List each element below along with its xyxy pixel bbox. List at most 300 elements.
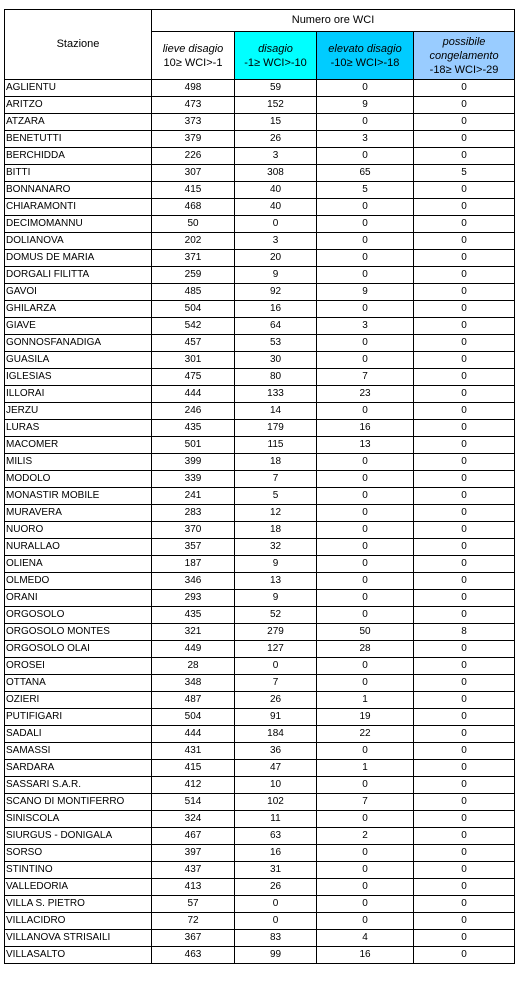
elevato-disagio-cell: 0 [317,743,414,760]
disagio-cell: 26 [235,131,317,148]
station-name-cell: BITTI [5,165,152,182]
elevato-disagio-cell: 2 [317,828,414,845]
elevato-disagio-cell: 1 [317,760,414,777]
possibile-congelamento-cell: 0 [414,641,515,658]
possibile-congelamento-cell: 5 [414,165,515,182]
elevato-disagio-cell: 0 [317,539,414,556]
elevato-disagio-cell: 0 [317,352,414,369]
disagio-cell: 184 [235,726,317,743]
elevato-disagio-cell: 0 [317,301,414,318]
elevato-disagio-cell: 0 [317,80,414,97]
wci-hours-table [4,9,515,964]
possibile-congelamento-cell: 0 [414,318,515,335]
possibile-congelamento-cell: 0 [414,352,515,369]
elevato-disagio-cell: 0 [317,267,414,284]
table-row [5,284,515,301]
disagio-cell: 91 [235,709,317,726]
table-row [5,828,515,845]
table-row [5,301,515,318]
disagio-cell: 308 [235,165,317,182]
station-name-cell: BENETUTTI [5,131,152,148]
possibile-congelamento-cell: 0 [414,267,515,284]
lieve-disagio-cell: 28 [152,658,235,675]
disagio-cell: 12 [235,505,317,522]
table-row [5,879,515,896]
lieve-disagio-cell: 435 [152,420,235,437]
table-row [5,199,515,216]
possibile-congelamento-cell: 0 [414,556,515,573]
disagio-cell: 80 [235,369,317,386]
station-name-cell: GUASILA [5,352,152,369]
disagio-cell: 30 [235,352,317,369]
station-name-cell: SCANO DI MONTIFERRO [5,794,152,811]
station-name-cell: ORGOSOLO [5,607,152,624]
station-name-cell: DOLIANOVA [5,233,152,250]
elevato-disagio-cell: 0 [317,505,414,522]
possibile-congelamento-cell: 0 [414,726,515,743]
lieve-disagio-cell: 449 [152,641,235,658]
elevato-disagio-cell: 0 [317,845,414,862]
category-range: -18≥ WCI>-29 [429,63,499,76]
disagio-cell: 53 [235,335,317,352]
lieve-disagio-cell: 283 [152,505,235,522]
lieve-disagio-cell: 473 [152,97,235,114]
possibile-congelamento-cell: 0 [414,828,515,845]
table-row [5,505,515,522]
possibile-congelamento-cell: 0 [414,862,515,879]
station-name-cell: OTTANA [5,675,152,692]
disagio-cell: 36 [235,743,317,760]
table-row [5,726,515,743]
station-name-cell: SARDARA [5,760,152,777]
station-name-cell: SASSARI S.A.R. [5,777,152,794]
table-row [5,488,515,505]
lieve-disagio-cell: 187 [152,556,235,573]
elevato-disagio-cell: 0 [317,811,414,828]
possibile-congelamento-cell: 0 [414,947,515,964]
possibile-congelamento-cell: 0 [414,590,515,607]
table-row [5,335,515,352]
table-row [5,97,515,114]
possibile-congelamento-cell: 0 [414,692,515,709]
elevato-disagio-cell: 0 [317,675,414,692]
station-name-cell: BONNANARO [5,182,152,199]
elevato-disagio-cell: 0 [317,658,414,675]
possibile-congelamento-cell: 0 [414,488,515,505]
lieve-disagio-cell: 444 [152,386,235,403]
possibile-congelamento-cell: 8 [414,624,515,641]
lieve-disagio-cell: 487 [152,692,235,709]
table-row [5,539,515,556]
possibile-congelamento-cell: 0 [414,760,515,777]
elevato-disagio-cell: 65 [317,165,414,182]
lieve-disagio-cell: 202 [152,233,235,250]
possibile-congelamento-cell: 0 [414,403,515,420]
elevato-disagio-cell: 28 [317,641,414,658]
possibile-congelamento-cell: 0 [414,284,515,301]
possibile-congelamento-cell: 0 [414,573,515,590]
elevato-disagio-cell: 0 [317,454,414,471]
elevato-disagio-cell: 19 [317,709,414,726]
category-header-disagio [235,32,317,80]
disagio-cell: 13 [235,573,317,590]
station-name-cell: SADALI [5,726,152,743]
station-name-cell: SIURGUS - DONIGALA [5,828,152,845]
table-header [5,10,515,80]
station-name-cell: DECIMOMANNU [5,216,152,233]
table-row [5,590,515,607]
station-name-cell: NUORO [5,522,152,539]
wci-hours-group-header: Numero ore WCI [152,10,515,32]
possibile-congelamento-cell: 0 [414,301,515,318]
disagio-cell: 115 [235,437,317,454]
lieve-disagio-cell: 357 [152,539,235,556]
category-range: -1≥ WCI>-10 [244,56,307,69]
station-name-cell: MONASTIR MOBILE [5,488,152,505]
possibile-congelamento-cell: 0 [414,335,515,352]
lieve-disagio-cell: 468 [152,199,235,216]
disagio-cell: 32 [235,539,317,556]
possibile-congelamento-cell: 0 [414,471,515,488]
disagio-cell: 92 [235,284,317,301]
station-name-cell: ARITZO [5,97,152,114]
lieve-disagio-cell: 324 [152,811,235,828]
lieve-disagio-cell: 339 [152,471,235,488]
station-name-cell: OZIERI [5,692,152,709]
disagio-cell: 14 [235,403,317,420]
lieve-disagio-cell: 485 [152,284,235,301]
possibile-congelamento-cell: 0 [414,794,515,811]
disagio-cell: 16 [235,845,317,862]
disagio-cell: 0 [235,896,317,913]
table-row [5,522,515,539]
lieve-disagio-cell: 467 [152,828,235,845]
elevato-disagio-cell: 0 [317,777,414,794]
category-name: disagio [258,42,293,55]
disagio-cell: 9 [235,267,317,284]
station-name-cell: GAVOI [5,284,152,301]
lieve-disagio-cell: 226 [152,148,235,165]
table-row [5,216,515,233]
station-name-cell: SINISCOLA [5,811,152,828]
lieve-disagio-cell: 348 [152,675,235,692]
station-name-cell: OROSEI [5,658,152,675]
elevato-disagio-cell: 0 [317,233,414,250]
possibile-congelamento-cell: 0 [414,148,515,165]
table-row [5,471,515,488]
station-name-cell: BERCHIDDA [5,148,152,165]
disagio-cell: 133 [235,386,317,403]
station-name-cell: LURAS [5,420,152,437]
table-row [5,845,515,862]
possibile-congelamento-cell: 0 [414,777,515,794]
table-row [5,709,515,726]
disagio-cell: 15 [235,114,317,131]
elevato-disagio-cell: 0 [317,896,414,913]
category-header-elevato-disagio [317,32,414,80]
table-row [5,369,515,386]
possibile-congelamento-cell: 0 [414,539,515,556]
table-row [5,114,515,131]
lieve-disagio-cell: 321 [152,624,235,641]
table-row [5,743,515,760]
lieve-disagio-cell: 457 [152,335,235,352]
elevato-disagio-cell: 0 [317,607,414,624]
station-name-cell: CHIARAMONTI [5,199,152,216]
elevato-disagio-cell: 9 [317,284,414,301]
station-name-cell: OLIENA [5,556,152,573]
possibile-congelamento-cell: 0 [414,930,515,947]
disagio-cell: 102 [235,794,317,811]
table-row [5,131,515,148]
lieve-disagio-cell: 501 [152,437,235,454]
lieve-disagio-cell: 246 [152,403,235,420]
elevato-disagio-cell: 13 [317,437,414,454]
possibile-congelamento-cell: 0 [414,505,515,522]
station-name-cell: JERZU [5,403,152,420]
station-name-cell: ATZARA [5,114,152,131]
possibile-congelamento-cell: 0 [414,131,515,148]
table-row [5,318,515,335]
disagio-cell: 26 [235,692,317,709]
lieve-disagio-cell: 437 [152,862,235,879]
disagio-cell: 7 [235,675,317,692]
possibile-congelamento-cell: 0 [414,913,515,930]
table-row [5,692,515,709]
elevato-disagio-cell: 3 [317,131,414,148]
lieve-disagio-cell: 241 [152,488,235,505]
category-range: -10≥ WCI>-18 [330,56,400,69]
lieve-disagio-cell: 379 [152,131,235,148]
disagio-cell: 10 [235,777,317,794]
station-name-cell: IGLESIAS [5,369,152,386]
possibile-congelamento-cell: 0 [414,454,515,471]
category-name: lieve disagio [162,42,224,55]
possibile-congelamento-cell: 0 [414,896,515,913]
lieve-disagio-cell: 397 [152,845,235,862]
disagio-cell: 0 [235,216,317,233]
station-name-cell: SORSO [5,845,152,862]
disagio-cell: 179 [235,420,317,437]
elevato-disagio-cell: 23 [317,386,414,403]
lieve-disagio-cell: 50 [152,216,235,233]
lieve-disagio-cell: 399 [152,454,235,471]
possibile-congelamento-cell: 0 [414,369,515,386]
possibile-congelamento-cell: 0 [414,386,515,403]
possibile-congelamento-cell: 0 [414,675,515,692]
possibile-congelamento-cell: 0 [414,199,515,216]
table-body [5,80,515,964]
disagio-cell: 52 [235,607,317,624]
elevato-disagio-cell: 1 [317,692,414,709]
disagio-cell: 279 [235,624,317,641]
lieve-disagio-cell: 415 [152,182,235,199]
table-row [5,777,515,794]
lieve-disagio-cell: 475 [152,369,235,386]
lieve-disagio-cell: 57 [152,896,235,913]
elevato-disagio-cell: 0 [317,573,414,590]
elevato-disagio-cell: 22 [317,726,414,743]
table-row [5,607,515,624]
elevato-disagio-cell: 9 [317,97,414,114]
lieve-disagio-cell: 370 [152,522,235,539]
station-name-cell: NURALLAO [5,539,152,556]
elevato-disagio-cell: 0 [317,114,414,131]
table-row [5,386,515,403]
possibile-congelamento-cell: 0 [414,658,515,675]
station-name-cell: GIAVE [5,318,152,335]
lieve-disagio-cell: 301 [152,352,235,369]
lieve-disagio-cell: 346 [152,573,235,590]
lieve-disagio-cell: 413 [152,879,235,896]
elevato-disagio-cell: 7 [317,369,414,386]
elevato-disagio-cell: 0 [317,250,414,267]
disagio-cell: 59 [235,80,317,97]
stazione-header: Stazione [5,10,152,80]
table-row [5,675,515,692]
possibile-congelamento-cell: 0 [414,607,515,624]
station-name-cell: PUTIFIGARI [5,709,152,726]
table-row [5,947,515,964]
disagio-cell: 18 [235,522,317,539]
disagio-cell: 64 [235,318,317,335]
possibile-congelamento-cell: 0 [414,80,515,97]
lieve-disagio-cell: 72 [152,913,235,930]
elevato-disagio-cell: 5 [317,182,414,199]
table-row [5,233,515,250]
possibile-congelamento-cell: 0 [414,250,515,267]
disagio-cell: 9 [235,590,317,607]
station-name-cell: MURAVERA [5,505,152,522]
disagio-cell: 63 [235,828,317,845]
lieve-disagio-cell: 444 [152,726,235,743]
wci-table-container [4,9,515,964]
possibile-congelamento-cell: 0 [414,845,515,862]
station-name-cell: ORGOSOLO MONTES [5,624,152,641]
elevato-disagio-cell: 0 [317,216,414,233]
elevato-disagio-cell: 50 [317,624,414,641]
possibile-congelamento-cell: 0 [414,233,515,250]
possibile-congelamento-cell: 0 [414,709,515,726]
disagio-cell: 40 [235,182,317,199]
disagio-cell: 152 [235,97,317,114]
table-row [5,811,515,828]
table-row [5,913,515,930]
station-name-cell: AGLIENTU [5,80,152,97]
station-name-cell: VILLASALTO [5,947,152,964]
disagio-cell: 16 [235,301,317,318]
table-row [5,267,515,284]
lieve-disagio-cell: 431 [152,743,235,760]
station-name-cell: MODOLO [5,471,152,488]
station-name-cell: ORGOSOLO OLAI [5,641,152,658]
possibile-congelamento-cell: 0 [414,97,515,114]
disagio-cell: 0 [235,658,317,675]
lieve-disagio-cell: 415 [152,760,235,777]
table-row [5,182,515,199]
station-name-cell: DOMUS DE MARIA [5,250,152,267]
table-row [5,930,515,947]
category-name: possibile congelamento [429,35,499,62]
lieve-disagio-cell: 504 [152,301,235,318]
category-header-possibile-congelamento [414,32,515,80]
lieve-disagio-cell: 435 [152,607,235,624]
possibile-congelamento-cell: 0 [414,811,515,828]
station-name-cell: STINTINO [5,862,152,879]
possibile-congelamento-cell: 0 [414,216,515,233]
lieve-disagio-cell: 367 [152,930,235,947]
station-name-cell: SAMASSI [5,743,152,760]
station-name-cell: VILLA S. PIETRO [5,896,152,913]
elevato-disagio-cell: 0 [317,913,414,930]
lieve-disagio-cell: 542 [152,318,235,335]
lieve-disagio-cell: 514 [152,794,235,811]
possibile-congelamento-cell: 0 [414,522,515,539]
table-row [5,454,515,471]
station-name-cell: GHILARZA [5,301,152,318]
station-name-cell: VALLEDORIA [5,879,152,896]
lieve-disagio-cell: 463 [152,947,235,964]
disagio-cell: 83 [235,930,317,947]
possibile-congelamento-cell: 0 [414,879,515,896]
station-name-cell: OLMEDO [5,573,152,590]
elevato-disagio-cell: 0 [317,471,414,488]
table-row [5,403,515,420]
station-name-cell: DORGALI FILITTA [5,267,152,284]
lieve-disagio-cell: 498 [152,80,235,97]
station-name-cell: ORANI [5,590,152,607]
elevato-disagio-cell: 0 [317,862,414,879]
lieve-disagio-cell: 259 [152,267,235,284]
station-name-cell: MACOMER [5,437,152,454]
elevato-disagio-cell: 0 [317,879,414,896]
table-row [5,760,515,777]
station-name-cell: ILLORAI [5,386,152,403]
category-header-lieve-disagio [152,32,235,80]
disagio-cell: 47 [235,760,317,777]
table-row [5,794,515,811]
table-row [5,624,515,641]
elevato-disagio-cell: 0 [317,556,414,573]
lieve-disagio-cell: 504 [152,709,235,726]
disagio-cell: 9 [235,556,317,573]
possibile-congelamento-cell: 0 [414,420,515,437]
disagio-cell: 26 [235,879,317,896]
table-row [5,573,515,590]
station-name-cell: GONNOSFANADIGA [5,335,152,352]
elevato-disagio-cell: 0 [317,590,414,607]
elevato-disagio-cell: 4 [317,930,414,947]
category-range: 10≥ WCI>-1 [163,56,223,69]
lieve-disagio-cell: 293 [152,590,235,607]
disagio-cell: 18 [235,454,317,471]
elevato-disagio-cell: 3 [317,318,414,335]
possibile-congelamento-cell: 0 [414,182,515,199]
possibile-congelamento-cell: 0 [414,743,515,760]
disagio-cell: 20 [235,250,317,267]
elevato-disagio-cell: 0 [317,148,414,165]
station-name-cell: VILLANOVA STRISAILI [5,930,152,947]
lieve-disagio-cell: 307 [152,165,235,182]
table-row [5,556,515,573]
elevato-disagio-cell: 0 [317,403,414,420]
disagio-cell: 127 [235,641,317,658]
table-row [5,420,515,437]
disagio-cell: 0 [235,913,317,930]
elevato-disagio-cell: 0 [317,488,414,505]
lieve-disagio-cell: 412 [152,777,235,794]
lieve-disagio-cell: 371 [152,250,235,267]
